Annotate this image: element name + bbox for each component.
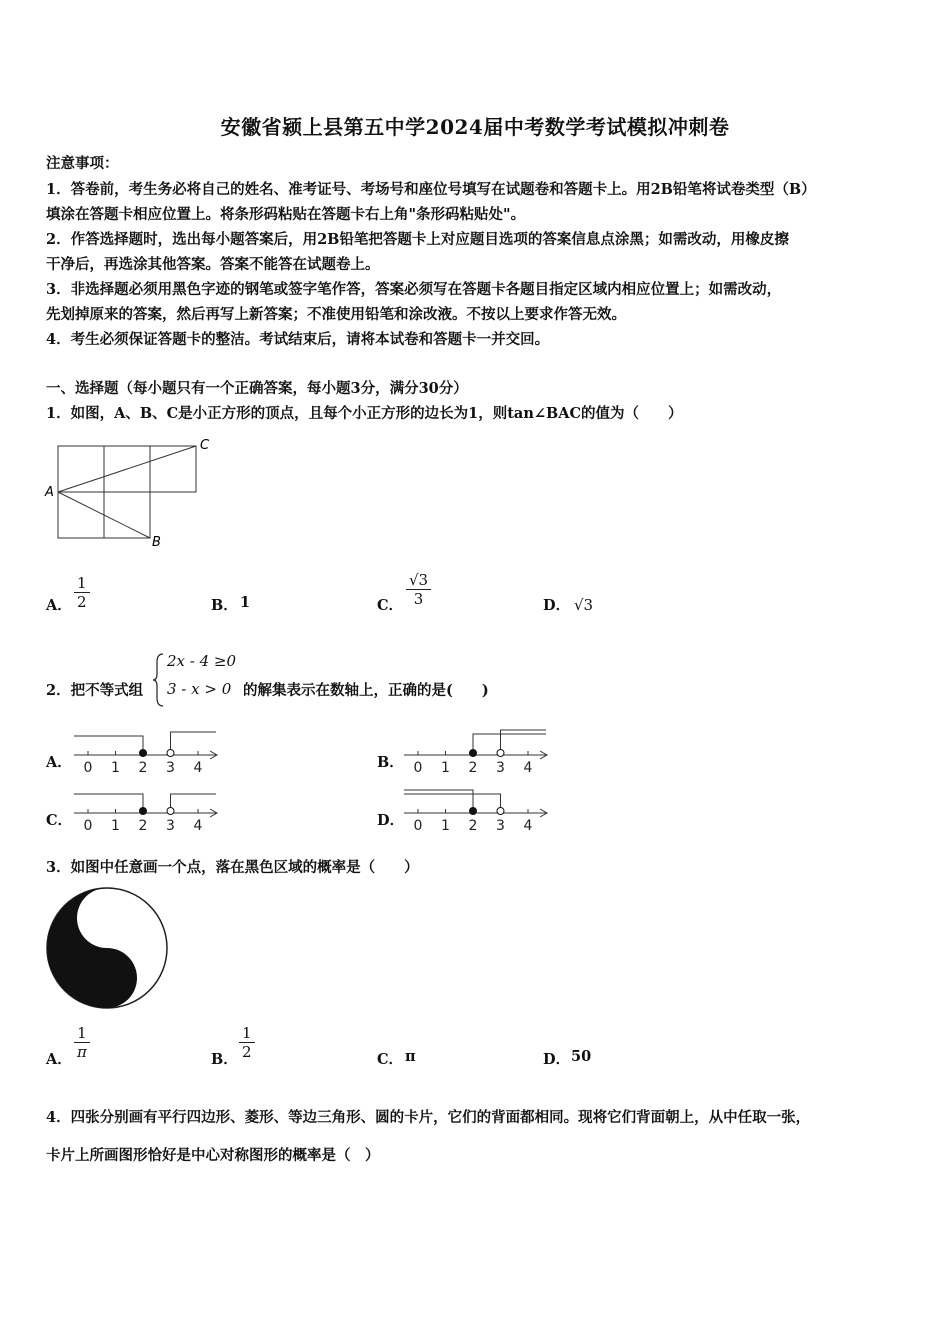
notice-line: 3．非选择题必须用黑色字迹的钢笔或签字笔作答，答案必须写在答题卡各题目指定区域内相应位置上；如需改动，: [46, 281, 782, 298]
q1-option-c-label: C．: [377, 597, 404, 614]
q1-option-c-fraction: [406, 571, 431, 608]
q1-option-d-label: D．: [543, 597, 571, 614]
q1-option-b-value: 1: [240, 594, 251, 611]
question-2-suffix: 的解集表示在数轴上，正确的是( ): [243, 682, 489, 699]
open-endpoint: [497, 808, 504, 815]
numerator: 1: [242, 1024, 252, 1042]
denominator: 3: [406, 589, 431, 608]
closed-endpoint: [470, 750, 477, 757]
tick-label: 3: [496, 760, 505, 776]
numerator: 1: [77, 574, 87, 592]
q2-option-c-number-line: [70, 786, 230, 838]
q3-option-b-label: B．: [211, 1051, 238, 1068]
q3-option-a-label: A．: [46, 1051, 72, 1068]
q3-option-c-value: π: [405, 1048, 416, 1065]
yin-yang-figure: [45, 886, 169, 1010]
denominator: π: [74, 1042, 90, 1061]
tick-label: 1: [441, 818, 450, 834]
q2-option-a-number-line: [70, 728, 230, 780]
tick-label: 3: [166, 818, 175, 834]
question-2-prefix: 2．把不等式组: [46, 682, 144, 699]
tick-label: 4: [523, 818, 533, 834]
question-1-stem: 1．如图，A、B、C是小正方形的顶点，且每个小正方形的边长为1，则tan∠BAC的值为（ ）: [46, 405, 683, 422]
open-endpoint: [497, 750, 504, 757]
tick-label: 0: [83, 818, 93, 834]
q2-option-b-number-line: [400, 728, 560, 780]
system-brace: [153, 652, 165, 708]
q2-option-d-number-line: [400, 786, 560, 838]
open-endpoint: [167, 750, 174, 757]
numerator: √3: [409, 571, 429, 589]
q3-option-b-fraction: [239, 1024, 255, 1061]
solution-ray: [404, 790, 473, 809]
q2-option-d-label: D．: [377, 812, 405, 829]
q1-option-b-label: B．: [211, 597, 238, 614]
tick-label: 2: [468, 760, 478, 776]
notice-line: 填涂在答题卡相应位置上。将条形码粘贴在答题卡右上角"条形码粘贴处"。: [46, 206, 526, 223]
tick-label: 2: [468, 818, 478, 834]
tick-label: 1: [111, 760, 120, 776]
point-b-label: B: [152, 535, 161, 550]
denominator: 2: [239, 1042, 255, 1061]
q3-option-c-label: C．: [377, 1051, 404, 1068]
q2-option-b-label: B．: [377, 754, 404, 771]
tick-label: 4: [523, 760, 533, 776]
tick-label: 3: [496, 818, 505, 834]
solution-ray: [404, 794, 501, 809]
notice-line: 1．答卷前，考生务必将自己的姓名、准考证号、考场号和座位号填写在试题卷和答题卡上。用2B铅笔将试卷类型（B）: [46, 181, 816, 198]
solution-ray: [473, 734, 546, 751]
q3-option-d-value: 50: [571, 1048, 592, 1065]
notice-line: 先划掉原来的答案，然后再写上新答案；不准使用铅笔和涂改液。不按以上要求作答无效。: [46, 306, 626, 323]
tick-label: 4: [193, 760, 203, 776]
page-title: 安徽省颍上县第五中学2024届中考数学考试模拟冲刺卷: [220, 115, 730, 139]
tick-label: 1: [111, 818, 120, 834]
solution-ray: [74, 794, 143, 809]
tick-label: 0: [413, 818, 423, 834]
inequality-1: 2x - 4 ≥0: [167, 652, 237, 670]
tick-label: 0: [83, 760, 93, 776]
notice-line: 干净后，再选涂其他答案。答案不能答在试题卷上。: [46, 256, 380, 273]
tick-label: 2: [138, 760, 148, 776]
question-4-line-2: 卡片上所画图形恰好是中心对称图形的概率是（ ）: [46, 1147, 380, 1164]
denominator: 2: [74, 592, 90, 611]
q3-option-d-label: D．: [543, 1051, 571, 1068]
q3-option-a-fraction: [74, 1024, 90, 1061]
tick-label: 3: [166, 760, 175, 776]
q1-option-a-label: A．: [46, 597, 72, 614]
solution-ray: [501, 730, 547, 751]
closed-endpoint: [140, 808, 147, 815]
q2-option-c-label: C．: [46, 812, 73, 829]
section-heading: 一、选择题（每小题只有一个正确答案，每小题3分，满分30分）: [46, 380, 468, 397]
question-3-stem: 3．如图中任意画一个点，落在黑色区域的概率是（ ）: [46, 859, 419, 876]
point-c-label: C: [200, 438, 210, 453]
question-4-line-1: 4．四张分别画有平行四边形、菱形、等边三角形、圆的卡片，它们的背面都相同。现将它们背面朝上，从中任取一张，: [46, 1109, 811, 1126]
tick-label: 0: [413, 760, 423, 776]
solution-ray: [74, 736, 143, 751]
solution-ray: [171, 732, 217, 751]
tick-label: 4: [193, 818, 203, 834]
closed-endpoint: [470, 808, 477, 815]
q1-option-a-fraction: [74, 574, 90, 611]
solution-ray: [171, 794, 217, 809]
point-a-label: A: [45, 485, 54, 500]
notice-heading: 注意事项：: [46, 155, 119, 172]
closed-endpoint: [140, 750, 147, 757]
q1-option-d-value: √3: [574, 596, 594, 614]
open-endpoint: [167, 808, 174, 815]
q2-option-a-label: A．: [46, 754, 72, 771]
inequality-2: 3 - x > 0: [167, 680, 232, 698]
tick-label: 2: [138, 818, 148, 834]
numerator: 1: [77, 1024, 87, 1042]
notice-line: 2．作答选择题时，选出每小题答案后，用2B铅笔把答题卡上对应题目选项的答案信息点涂黑；如需改动，用橡皮擦: [46, 231, 789, 248]
notice-line: 4．考生必须保证答题卡的整洁。考试结束后，请将本试卷和答题卡一并交回。: [46, 331, 550, 348]
tick-label: 1: [441, 760, 450, 776]
q1-grid-figure: [40, 432, 230, 552]
